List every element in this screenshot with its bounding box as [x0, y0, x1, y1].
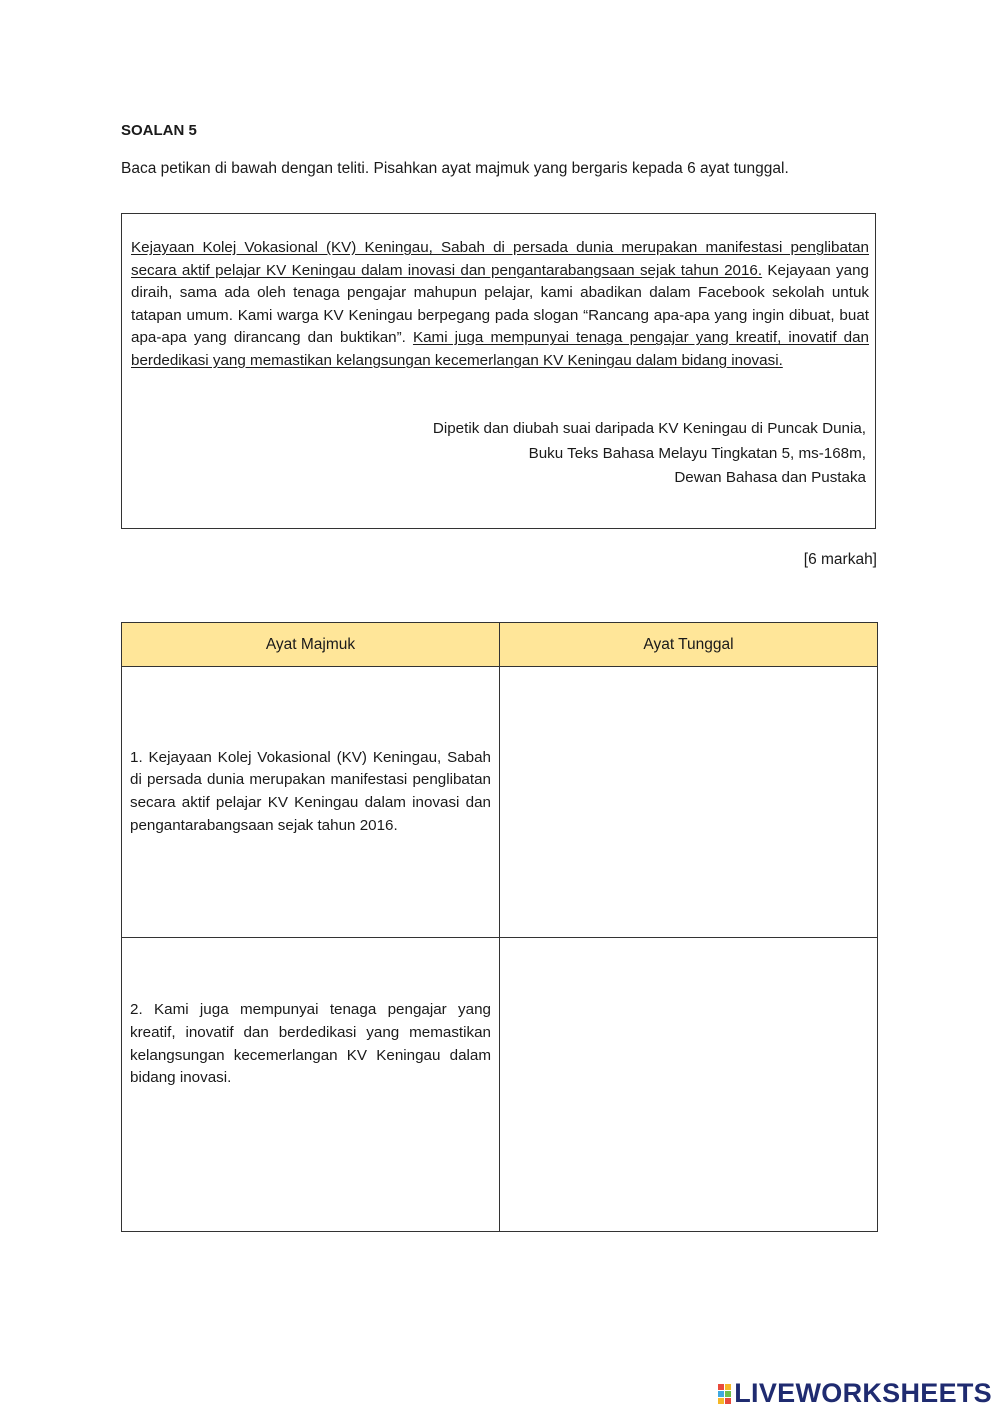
majmuk-cell	[122, 938, 500, 1232]
underlined-sentence-2: Kami juga mempunyai tenaga pengajar yang kreatif, inovatif dan berdedikasi yang memastikan kelangsungan kecemerlangan KV Keningau dalam bidang inovasi.	[131, 329, 869, 369]
majmuk-sentence-2: 2. Kami juga mempunyai tenaga pengajar yang kreatif, inovatif dan berdedikasi yang memastikan kelangsungan kecemerlangan KV Keningau dalam bidang inovasi.	[130, 1001, 491, 1087]
source-line-1: Dipetik dan diubah suai daripada KV Keningau di Puncak Dunia,	[432, 420, 866, 437]
table-row	[122, 938, 878, 1232]
passage-box	[121, 213, 876, 529]
majmuk-sentence-1: 1. Kejayaan Kolej Vokasional (KV) Keningau, Sabah di persada dunia merupakan manifestasi penglibatan secara aktif pelajar KV Keningau dalam inovasi dan pengantarabangsaan sejak tahun 2016.	[130, 748, 491, 834]
question-heading: SOALAN 5	[121, 122, 197, 139]
header-ayat-tunggal: Ayat Tunggal	[500, 623, 878, 667]
logo-squares-icon	[718, 1384, 731, 1404]
brand-name: LIVEWORKSHEETS	[734, 1378, 992, 1408]
answer-table	[121, 622, 878, 1232]
passage-text	[131, 237, 869, 373]
passage-plain-text: Kejayaan yang diraih, sama ada oleh tenaga pengajar mahupun pelajar, kami abadikan dalam Facebook sekolah untuk tatapan umum. Kami warga KV Keningau berpegang pada slogan “Rancang apa-apa yang ingin dibuat, buat apa-apa yang dirancang dan buktikan”.	[131, 261, 869, 347]
table-row	[122, 667, 878, 938]
marks-label: [6 markah]	[803, 551, 877, 568]
source-line-3: Dewan Bahasa dan Pustaka	[674, 469, 866, 486]
tunggal-answer-cell-1[interactable]	[500, 667, 878, 938]
passage-source	[433, 417, 866, 491]
instruction-text: Baca petikan di bawah dengan teliti. Pisahkan ayat majmuk yang bergaris kepada 6 ayat tunggal.	[121, 160, 789, 177]
underlined-sentence-1: Kejayaan Kolej Vokasional (KV) Keningau, Sabah di persada dunia merupakan manifestasi penglibatan secara aktif pelajar KV Keningau dalam inovasi dan pengantarabangsaan sejak tahun 2016.	[131, 239, 869, 279]
table-header-row	[122, 623, 878, 667]
tunggal-answer-cell-2[interactable]	[500, 938, 878, 1232]
header-ayat-majmuk: Ayat Majmuk	[122, 623, 500, 667]
source-line-2: Buku Teks Bahasa Melayu Tingkatan 5, ms-168m,	[528, 444, 866, 462]
majmuk-cell	[122, 667, 500, 938]
liveworksheets-logo	[718, 1378, 992, 1409]
